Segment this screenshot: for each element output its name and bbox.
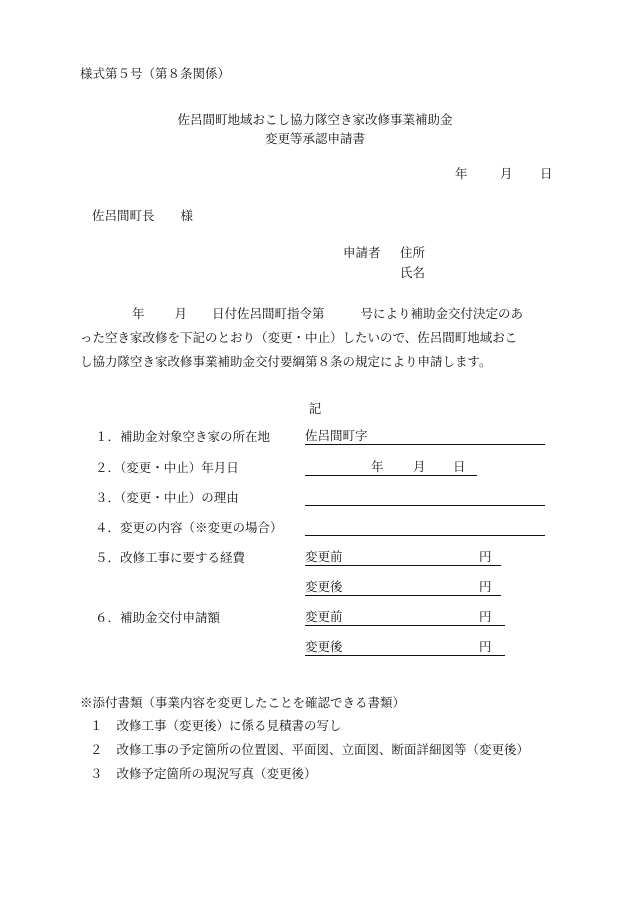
form-number: 様式第５号（第８条関係） — [80, 66, 231, 81]
cost-before-unit: 円 — [479, 549, 492, 564]
change-date-day: 日 — [453, 459, 466, 474]
cost-before-label: 変更前 — [305, 549, 343, 564]
item-4 — [95, 520, 283, 535]
document-title-line1: 佐呂間町地域おこし協力隊空き家改修事業補助金 — [177, 112, 453, 127]
grant-before-label: 変更前 — [305, 609, 343, 624]
grant-after-unit: 円 — [479, 639, 492, 654]
body-line-1: 年 月 日付佐呂間町指令第 号により補助金交付決定のあ — [132, 306, 524, 321]
change-date-field[interactable] — [305, 459, 477, 476]
item-6 — [95, 610, 220, 625]
grant-after-label: 変更後 — [305, 639, 343, 654]
item-number: ５． — [95, 550, 121, 565]
ki-heading: 記 — [308, 401, 322, 416]
change-content-field[interactable] — [305, 519, 545, 536]
attachment-text: 改修工事の予定箇所の位置図、平面図、立面図、断面詳細図等（変更後） — [116, 742, 530, 757]
location-field[interactable] — [305, 428, 545, 445]
item-3 — [95, 490, 239, 505]
applicant-label: 申請者 — [343, 245, 381, 260]
cost-before-field[interactable] — [305, 549, 501, 566]
item-number: ４． — [95, 520, 121, 535]
item-label: 変更の内容（※変更の場合） — [120, 520, 283, 535]
attachments-heading: ※添付書類（事業内容を変更したことを確認できる書類） — [80, 695, 406, 710]
item-label: （変更・中止）の理由 — [120, 490, 239, 505]
item-label: 補助金対象空き家の所在地 — [120, 429, 271, 444]
date-month-label: 月 — [500, 166, 513, 181]
attachment-item-2 — [90, 742, 529, 757]
applicant-name-label: 氏名 — [400, 265, 426, 280]
change-date-year: 年 — [371, 459, 384, 474]
addressee-honorific: 様 — [180, 208, 194, 223]
item-5 — [95, 550, 245, 565]
cost-after-field[interactable] — [305, 579, 501, 596]
applicant-address-label: 住所 — [400, 245, 426, 260]
attachment-number: ３ — [90, 766, 103, 781]
attachment-text: 改修工事（変更後）に係る見積書の写し — [116, 718, 342, 733]
application-body — [80, 302, 580, 374]
item-number: ３． — [95, 490, 121, 505]
attachment-number: ２ — [90, 742, 103, 757]
addressee-name: 佐呂間町長 — [92, 208, 155, 223]
item-label: （変更・中止）年月日 — [120, 460, 239, 475]
grant-before-unit: 円 — [479, 609, 492, 624]
body-line-3: し協力隊空き家改修事業補助金交付要綱第８条の規定により申請します。 — [80, 354, 492, 369]
attachment-text: 改修予定箇所の現況写真（変更後） — [116, 766, 317, 781]
addressee — [92, 208, 193, 223]
grant-after-field[interactable] — [305, 639, 505, 656]
cost-after-unit: 円 — [479, 579, 492, 594]
item-label: 改修工事に要する経費 — [120, 550, 246, 565]
date-year-label: 年 — [455, 166, 468, 181]
item-number: ６． — [95, 610, 121, 625]
reason-field[interactable] — [305, 489, 545, 506]
cost-after-label: 変更後 — [305, 579, 343, 594]
document-title-line2: 変更等承認申請書 — [264, 131, 365, 146]
grant-before-field[interactable] — [305, 609, 505, 626]
item-number: １． — [95, 429, 121, 444]
item-2 — [95, 460, 239, 475]
attachment-item-1 — [90, 718, 342, 733]
attachment-item-3 — [90, 766, 317, 781]
item-number: ２． — [95, 460, 121, 475]
location-prefix: 佐呂間町字 — [305, 428, 368, 443]
item-label: 補助金交付申請額 — [120, 610, 221, 625]
date-day-label: 日 — [540, 166, 553, 181]
item-1 — [95, 429, 270, 444]
attachment-number: １ — [90, 718, 103, 733]
body-line-2: った空き家改修を下記のとおり（変更・中止）したいので、佐呂間町地域おこ — [80, 330, 518, 345]
change-date-month: 月 — [413, 459, 426, 474]
